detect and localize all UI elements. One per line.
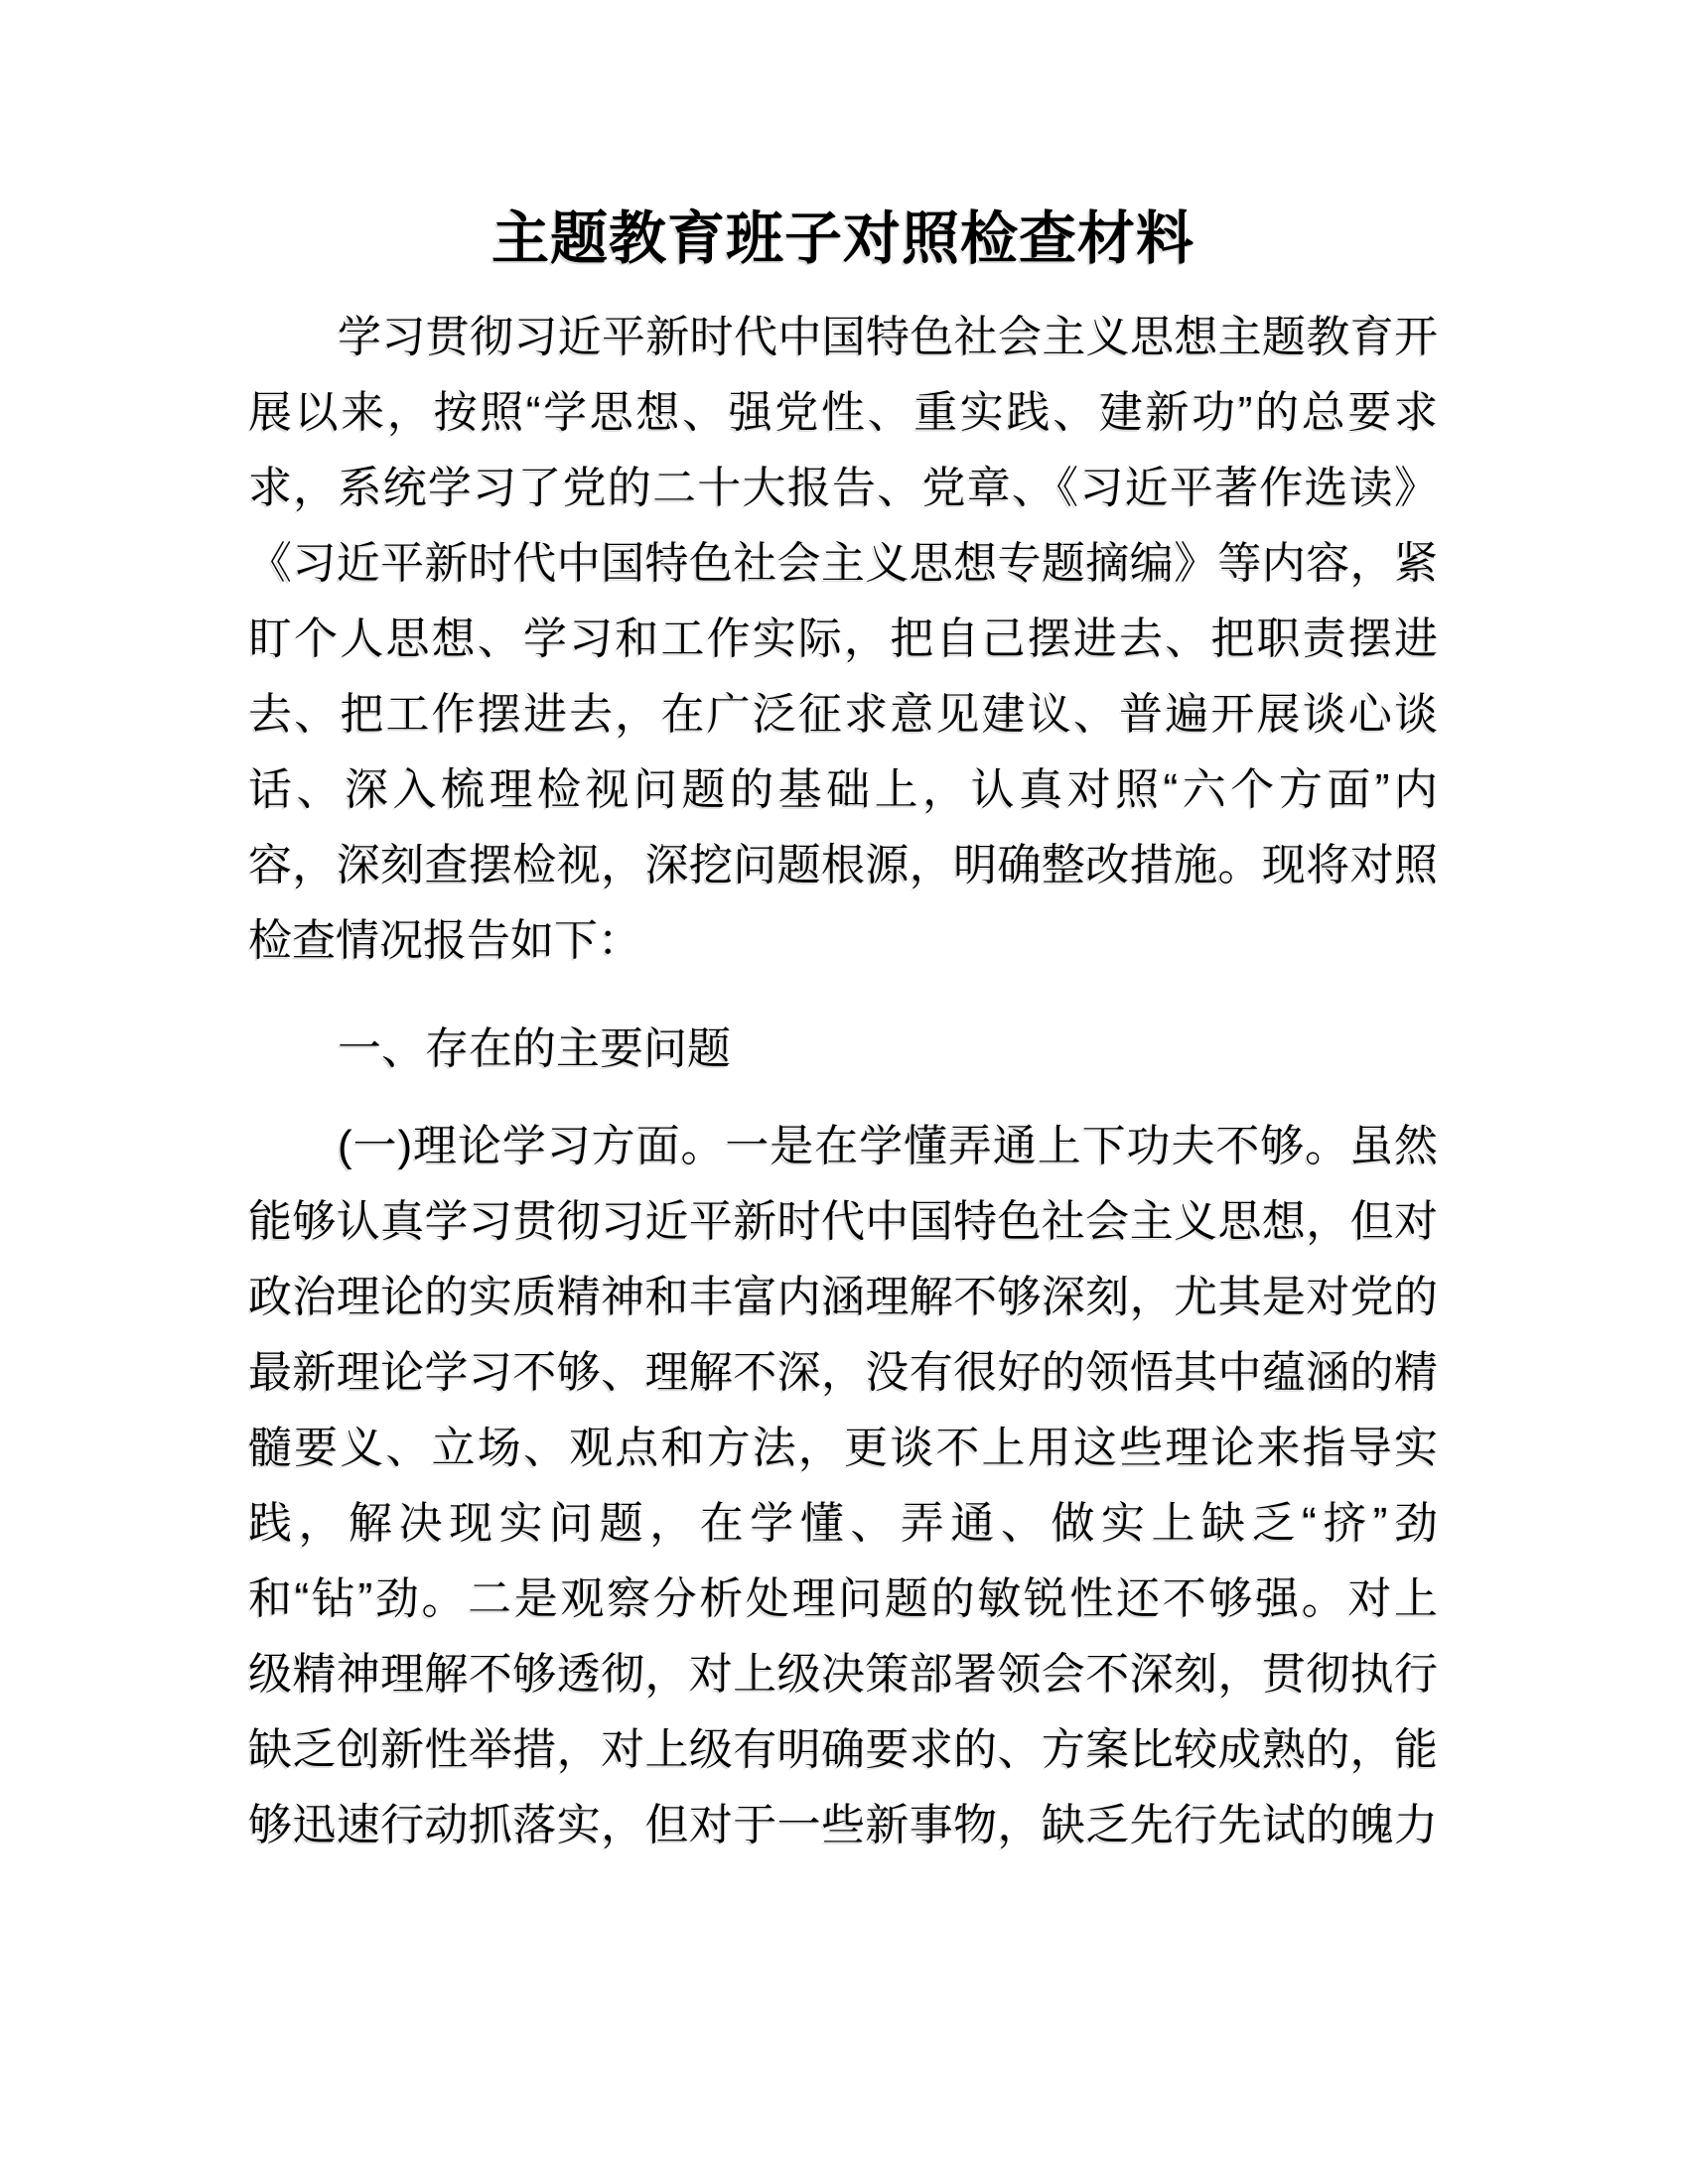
text-line: 和“钻”劲。二是观察分析处理问题的敏锐性还不够强。对上 bbox=[248, 1574, 1438, 1623]
text-line: (一)理论学习方面。一是在学懂弄通上下功夫不够。虽然 bbox=[338, 1122, 1438, 1170]
text-line: 容，深刻查摆检视，深挖问题根源，明确整改措施。现将对照 bbox=[248, 841, 1438, 889]
document-text-block bbox=[248, 0, 1438, 1863]
text-line: 学习贯彻习近平新时代中国特色社会主义思想主题教育开 bbox=[338, 313, 1438, 361]
text-line: 《习近平新时代中国特色社会主义思想专题摘编》等内容，紧 bbox=[248, 539, 1438, 588]
text-line: 检查情况报告如下： bbox=[248, 916, 641, 965]
text-line: 最新理论学习不够、理解不深，没有很好的领悟其中蕴涵的精 bbox=[248, 1348, 1438, 1397]
text-line: 践，解决现实问题，在学懂、弄通、做实上缺乏“挤”劲 bbox=[248, 1499, 1438, 1548]
text-line: 政治理论的实质精神和丰富内涵理解不够深刻，尤其是对党的 bbox=[248, 1273, 1438, 1321]
section-heading-block bbox=[248, 1012, 1438, 1087]
paragraph-intro bbox=[248, 300, 1438, 979]
text-line: 去、把工作摆进去，在广泛征求意见建议、普遍开展谈心谈 bbox=[248, 690, 1438, 739]
paragraph-theory-study bbox=[248, 1109, 1438, 1863]
text-line: 缺乏创新性举措，对上级有明确要求的、方案比较成熟的，能 bbox=[248, 1725, 1438, 1774]
text-line: 展以来，按照“学思想、强党性、重实践、建新功”的总要求 bbox=[248, 388, 1438, 437]
text-line: 级精神理解不够透彻，对上级决策部署领会不深刻，贯彻执行 bbox=[248, 1650, 1438, 1699]
section-heading: 一、存在的主要问题 bbox=[338, 1024, 731, 1073]
document-title: 主题教育班子对照检查材料 bbox=[491, 206, 1195, 271]
text-line: 话、深入梳理检视问题的基础上，认真对照“六个方面”内 bbox=[248, 765, 1438, 814]
text-line: 髓要义、立场、观点和方法，更谈不上用这些理论来指导实 bbox=[248, 1424, 1438, 1472]
text-line: 盯个人思想、学习和工作实际，把自己摆进去、把职责摆进 bbox=[248, 614, 1438, 663]
text-line: 能够认真学习贯彻习近平新时代中国特色社会主义思想，但对 bbox=[248, 1197, 1438, 1246]
text-line: 够迅速行动抓落实，但对于一些新事物，缺乏先行先试的魄力 bbox=[248, 1801, 1438, 1849]
text-line: 求，系统学习了党的二十大报告、党章、《习近平著作选读》 bbox=[248, 464, 1438, 512]
